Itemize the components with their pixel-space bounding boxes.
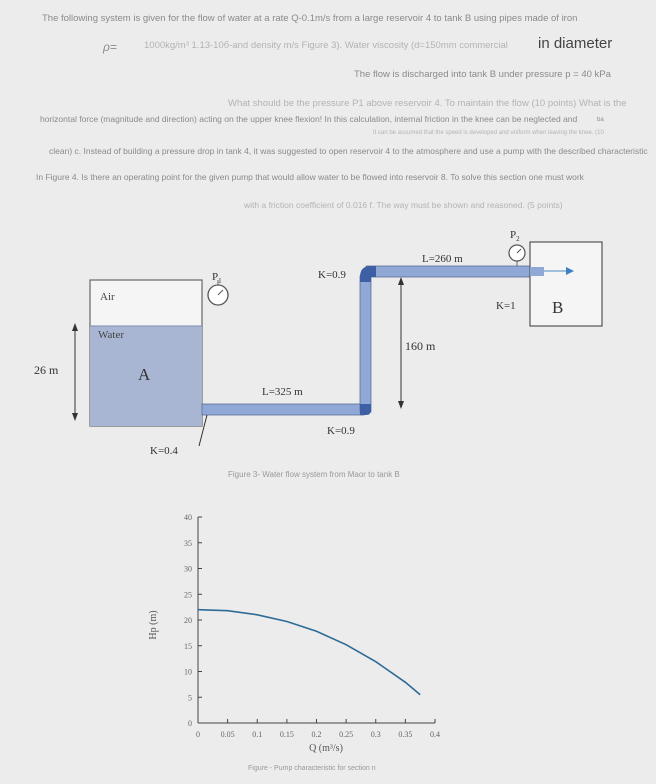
k-exit-label: K=1 [496, 300, 516, 312]
problem-text-line-4: What should be the pressure P1 above reservoir 4. To maintain the flow (10 points) What is the [228, 98, 627, 109]
tank-b-inlet [530, 267, 544, 276]
x-tick-label: 0 [196, 730, 200, 739]
upper-pipe [366, 266, 530, 277]
problem-text-line-7: clean) c. Instead of building a pressure drop in tank 4, it was suggested to open reservoir 4 to the atmosphere and use a pump with the described characteristic [49, 146, 648, 156]
height-right-label: 160 m [405, 339, 436, 353]
x-axis-label: Q (m³/s) [309, 743, 343, 754]
y-tick-label: 35 [184, 538, 192, 548]
p2-label: $P_2$ [510, 229, 520, 243]
y-tick-label: 5 [188, 693, 192, 703]
k-lower-label: K=0.9 [327, 425, 355, 437]
problem-text-line-2: 1000kg/m³ 1.13-10б-and density m/s Figure 3). Water viscosity (d=150mm commercial [144, 40, 508, 51]
upper-elbow [360, 266, 376, 282]
diameter-text: in diameter [538, 35, 613, 52]
x-tick-label: 0.2 [311, 730, 322, 739]
figure-3-caption: Figure 3- Water flow system from Maor to tank B [228, 470, 400, 479]
y-axis-label: Hp (m) [148, 610, 159, 640]
tank-b [530, 242, 602, 326]
x-tick-label: 0.4 [430, 730, 440, 739]
pump-characteristic-chart [0, 505, 656, 775]
lower-pipe [202, 404, 364, 415]
vertical-pipe [360, 276, 371, 412]
x-tick-label: 0.35 [398, 730, 413, 739]
x-tick-label: 0.05 [220, 730, 235, 739]
k-entry-label: K=0.4 [150, 445, 178, 457]
y-tick-label: 0 [188, 719, 192, 728]
y-tick-label: 20 [184, 616, 192, 625]
l-upper-label: L=260 m [422, 253, 463, 265]
tank-a-label: A [138, 365, 151, 384]
water-label: Water [98, 329, 124, 341]
y-tick-label: 40 [184, 513, 192, 522]
problem-text-line-8: In Figure 4. Is there an operating point for the given pump that would allow water to be flowed into reservoir 8. To solve this section one must work [36, 172, 584, 182]
y-tick-label: 15 [184, 641, 192, 651]
y-tick-label: 10 [184, 667, 192, 677]
y-tick-label: 25 [184, 590, 192, 600]
x-tick-label: 0.3 [370, 730, 381, 739]
problem-text-line-5: horizontal force (magnitude and direction) acting on the upper knee flexion! In this calculation, internal friction in the knee can be neglected and [40, 114, 578, 124]
problem-text-line-5-tail: ba [597, 117, 604, 123]
problem-text-line-6: It can be assumed that the speed is developed and uniform when leaving the knee. (10 [373, 130, 604, 136]
density-symbol: ρ= [103, 40, 117, 54]
problem-text-line-9: with a friction coefficient of 0.016 f. The way must be shown and reasoned. (5 points) [244, 200, 563, 210]
lower-elbow [360, 404, 371, 415]
k-upper-label: K=0.9 [318, 269, 346, 281]
x-tick-label: 0.15 [279, 730, 294, 739]
pump-chart-caption: Figure - Pump characteristic for section n [248, 765, 376, 772]
problem-text-line-3: The flow is discharged into tank B under pressure p = 40 kPa [354, 69, 611, 80]
height-left-label: 26 m [34, 363, 59, 377]
pump-curve-line [198, 610, 420, 695]
flow-system-diagram [0, 210, 656, 510]
x-tick-label: 0.25 [339, 730, 354, 739]
y-tick-label: 30 [184, 564, 192, 574]
l-lower-label: L=325 m [262, 386, 303, 398]
problem-text-line-1: The following system is given for the flow of water at a rate Q-0.1m/s from a large reservoir 4 to tank B using pipes made of iron [42, 13, 578, 24]
tank-b-label: B [552, 298, 564, 317]
x-tick-label: 0.1 [252, 730, 263, 739]
air-label: Air [100, 291, 115, 303]
p1-label: $P_1$ [212, 271, 222, 285]
